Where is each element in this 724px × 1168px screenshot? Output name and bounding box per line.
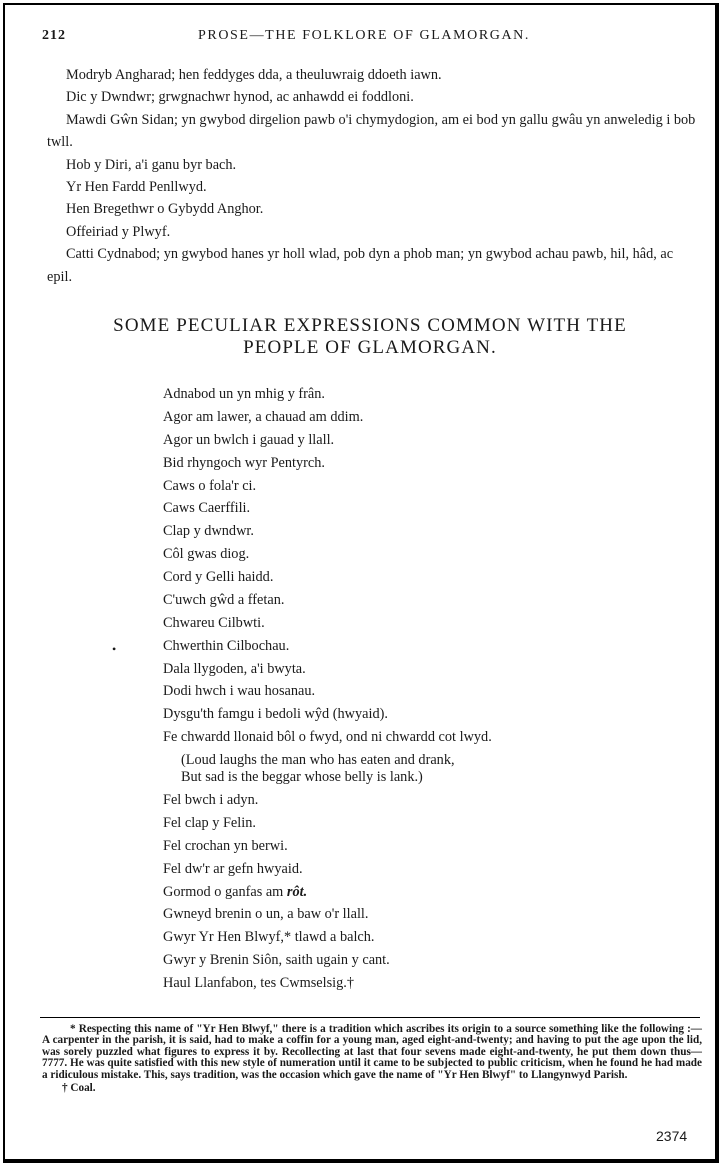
page-number: 212 <box>42 28 66 43</box>
expression-item: Fel dw'r ar gefn hwyaid. <box>163 860 303 877</box>
expression-item: Clap y dwndwr. <box>163 523 254 540</box>
expression-item: Dysgu'th famgu i bedoli wŷd (hwyaid). <box>163 706 388 723</box>
stray-bullet-mark: • <box>112 642 117 656</box>
expression-item: Gwyr Yr Hen Blwyf,* tlawd a balch. <box>163 929 375 946</box>
expressions-list <box>163 383 703 995</box>
list-item: Dic y Dwndwr; grwgnachwr hynod, ac anhawdd ei foddloni. <box>66 89 414 106</box>
section-heading-line: SOME PECULIAR EXPRESSIONS COMMON WITH THE <box>113 315 627 336</box>
list-item: Catti Cydnabod; yn gwybod hanes yr holl wlad, pob dyn a phob man; yn gwybod achau pawb, hil, hâd, ac epil. <box>47 246 674 285</box>
expression-item: Fe chwardd llonaid bôl o fwyd, ond ni chwardd cot lwyd. <box>163 729 492 746</box>
list-item: Modryb Angharad; hen feddyges dda, a theuluwraig ddoeth iawn. <box>66 67 442 83</box>
expression-item: C'uwch gŵd a ffetan. <box>163 591 285 608</box>
expression-item: Caws o fola'r ci. <box>163 477 257 494</box>
expression-item <box>163 881 703 904</box>
translation-line: (Loud laughs the man who has eaten and drank, <box>181 752 455 768</box>
expression-item: Gwneyd brenin o un, a baw o'r llall. <box>163 906 369 923</box>
list-item: Hob y Diri, a'i ganu byr bach. <box>66 156 237 173</box>
page-header <box>42 28 692 50</box>
footnote-coal: † Coal. <box>62 1082 96 1095</box>
expression-item: Chwareu Cilbwti. <box>163 614 265 631</box>
list-item: Mawdi Gŵn Sidan; yn gwybod dirgelion pawb o'i chymydogion, am ei bod yn gallu gwâu yn anweledig i bob twll. <box>47 111 696 151</box>
expression-translation <box>163 752 703 786</box>
expression-item: Bid rhyngoch wyr Pentyrch. <box>163 454 326 471</box>
list-item: Hen Bregethwr o Gybydd Anghor. <box>66 201 264 218</box>
running-title: PROSE—THE FOLKLORE OF GLAMORGAN. <box>198 28 530 43</box>
expression-item: Dodi hwch i wau hosanau. <box>163 683 316 700</box>
expression-item: Chwerthin Cilbochau. <box>163 637 290 654</box>
expression-text: Gormod o ganfas am <box>163 883 287 900</box>
expression-item: Fel bwch i adyn. <box>163 792 259 808</box>
footnotes <box>42 1024 702 1094</box>
expression-item: Dala llygoden, a'i bwyta. <box>163 660 306 677</box>
list-item: Yr Hen Fardd Penllwyd. <box>66 179 207 196</box>
expression-italic-word: rôt. <box>286 883 308 900</box>
expression-item: Fel clap y Felin. <box>163 814 256 831</box>
section-heading <box>40 315 700 359</box>
expression-item: Fel crochan yn berwi. <box>163 837 288 854</box>
expression-item: Côl gwas diog. <box>163 546 250 563</box>
expression-item: Haul Llanfabon, tes Cwmselsig.† <box>163 975 354 991</box>
footnote-divider <box>40 1017 700 1018</box>
expression-item: Cord y Gelli haidd. <box>163 569 274 585</box>
expression-item: Adnabod un yn mhig y frân. <box>163 386 326 402</box>
section-heading-line: PEOPLE OF GLAMORGAN. <box>243 337 497 358</box>
archive-number: 2374 <box>656 1128 688 1144</box>
expression-item: Agor un bwlch i gauad y llall. <box>163 431 335 448</box>
expression-item: Agor am lawer, a chauad am ddim. <box>163 408 364 425</box>
translation-line: But sad is the beggar whose belly is lank.) <box>181 769 423 785</box>
list-item: Offeiriad y Plwyf. <box>66 223 171 240</box>
expression-item: Caws Caerffili. <box>163 500 251 517</box>
character-list <box>47 64 697 288</box>
footnote-yr-hen-blwyf: * Respecting this name of "Yr Hen Blwyf," there is a tradition which ascribes its origin to a source something like the following :—A carpenter in the parish, it is said, had to make a coffin for a young man, aged eight-and-twenty; and having to put the age upon the lid, was sorely puzzled what figures to express it by. Recollecting at last that four sevens made eight-and-twenty, he put them down thus—7777. He was quite satisfied with this new style of numeration until it came to be subjected to public criticism, when he found he had made a ridiculous mistake. This, says tradition, was the occasion which gave the name of "Yr Hen Blwyf" to Llangynwyd Parish. <box>42 1023 702 1081</box>
expression-item: Gwyr y Brenin Siôn, saith ugain y cant. <box>163 952 390 969</box>
